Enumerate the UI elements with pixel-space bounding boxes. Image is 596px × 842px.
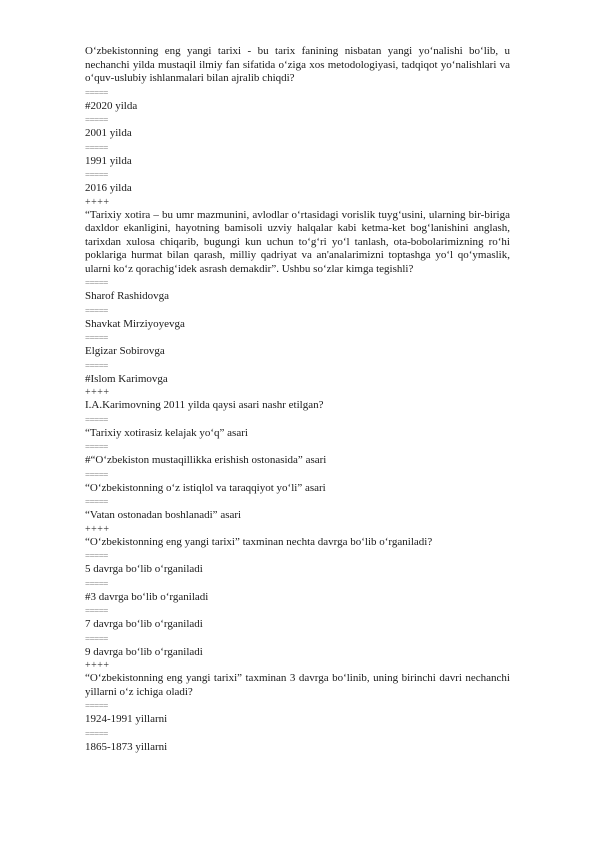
text-line: I.A.Karimovning 2011 yilda qaysi asari nashr etilgan? (85, 399, 324, 411)
text-line: Elgizar Sobirovga (85, 345, 165, 357)
separator-line: ===== (85, 728, 108, 739)
separator-line: ===== (85, 305, 108, 316)
text-line: 7 davrga bo‘lib o‘rganiladi (85, 618, 203, 630)
text-line: 5 davrga bo‘lib o‘rganiladi (85, 563, 203, 575)
question-paragraph: O‘zbekistonning eng yangi tarixi - bu tarix fanining nisbatan yangi yo‘nalishi bo‘lib, u nechanchi yilda mustaqil ilmiy fan sifatida o‘ziga xos metodologiyasi, tadqiqot yo‘nalishlari va o‘quv-uslubiy ishlanmalari bilan ajralib chiqdi? (85, 45, 510, 84)
separator-line: ===== (85, 414, 108, 425)
separator-line: ===== (85, 497, 108, 507)
text-line: Shavkat Mirziyoyevga (85, 317, 185, 330)
text-line: #3 davrga bo‘lib o‘rganiladi (85, 590, 209, 603)
separator-line: ===== (85, 87, 108, 98)
question-delimiter: ++++ (85, 660, 110, 671)
text-line: 1865-1873 yillarni (85, 740, 168, 753)
question-delimiter: ++++ (85, 196, 110, 208)
text-line: 2001 yilda (85, 127, 132, 139)
separator-line: ===== (85, 578, 108, 589)
text-line: 9 davrga bo‘lib o‘rganiladi (85, 645, 203, 658)
text-line: Sharof Rashidovga (85, 290, 170, 302)
separator-line: ===== (85, 333, 108, 343)
text-line: 1991 yilda (85, 154, 132, 167)
text-line: “Vatan ostonadan boshlanadi” asari (85, 509, 242, 521)
text-line: #Islom Karimovga (85, 372, 168, 385)
text-line: #2020 yilda (85, 99, 138, 112)
separator-line: ===== (85, 170, 108, 180)
text-line: “O‘zbekistonning eng yangi tarixi” taxminan nechta davrga bo‘lib o‘rganiladi? (85, 535, 433, 548)
separator-line: ===== (85, 701, 108, 711)
text-line: #“O‘zbekiston mustaqillikka erishish ostonasida” asari (85, 454, 327, 466)
separator-line: ===== (85, 115, 108, 125)
question-paragraph: “Tarixiy xotira – bu umr mazmunini, avlodlar o‘rtasidagi vorislik tuyg‘usini, ularning bir-biriga daxldor ekanligini, hayotning bamisoli uzviy halqalar kabi ketma-ket bog‘lanishini anglash, tarixdan xulosa chiqarib, bugungi kun uchun to‘g‘ri yo‘l tanlash, ota-bobolarimizning ro‘hi poklariga hurmat bilan qarash, milliy qadriyat va an'analarimizni toptashga yo‘l qo‘ymaslik, ularni ko‘z qorachig‘idek asrash demakdir”. Ushbu so‘zlar kimga tegishli? (85, 208, 510, 275)
separator-line: ===== (85, 606, 108, 616)
text-line: 2016 yilda (85, 182, 132, 194)
text-line: “Tarixiy xotirasiz kelajak yo‘q” asari (85, 426, 248, 439)
question-delimiter: ++++ (85, 387, 110, 398)
separator-line: ===== (85, 551, 108, 561)
separator-line: ===== (85, 442, 108, 452)
text-line: 1924-1991 yillarni (85, 713, 168, 725)
separator-line: ===== (85, 469, 108, 480)
separator-line: ===== (85, 142, 108, 153)
separator-line: ===== (85, 633, 108, 644)
question-paragraph: “O‘zbekistonning eng yangi tarixi” taxminan 3 davrga bo‘linib, uning birinchi davri nechanchi yillarni o‘z ichiga oladi? (85, 672, 510, 698)
document-body (85, 45, 510, 754)
separator-line: ===== (85, 278, 108, 288)
separator-line: ===== (85, 360, 108, 371)
question-delimiter: ++++ (85, 523, 110, 535)
text-line: “O‘zbekistonning o‘z istiqlol va taraqqiyot yo‘li” asari (85, 481, 326, 494)
